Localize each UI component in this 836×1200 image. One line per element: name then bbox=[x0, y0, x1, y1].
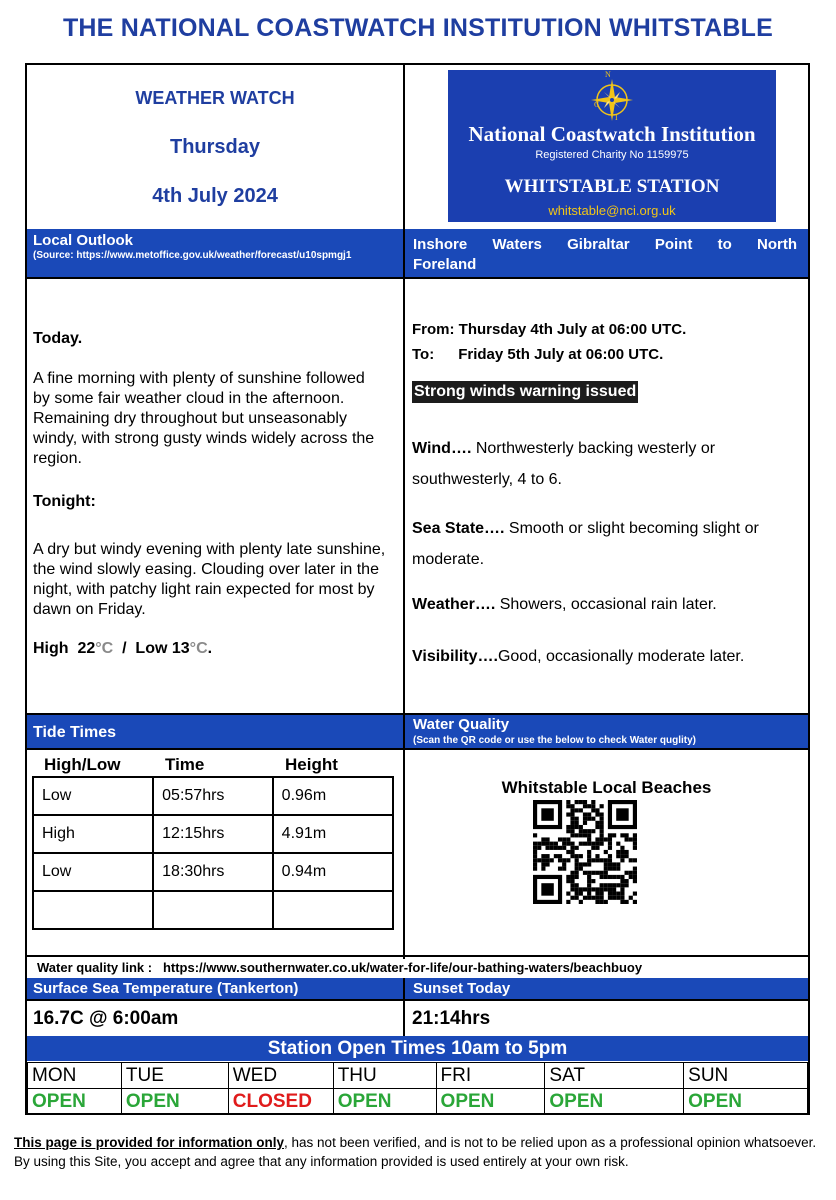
status-badge: OPEN bbox=[684, 1089, 808, 1115]
low-label: Low bbox=[135, 640, 168, 657]
table-row bbox=[33, 891, 393, 929]
station-days-table bbox=[27, 1062, 808, 1115]
local-outlook-heading: Local Outlook bbox=[33, 232, 134, 249]
from-value: Thursday 4th July at 06:00 UTC. bbox=[458, 321, 687, 338]
from-label: From: bbox=[412, 321, 455, 338]
sea-state-text: Smooth or slight becoming slight or moderate. bbox=[412, 520, 759, 568]
status-badge: OPEN bbox=[28, 1089, 122, 1115]
compass-letter-n: N bbox=[605, 70, 611, 79]
status-badge: OPEN bbox=[121, 1089, 228, 1115]
disclaimer bbox=[14, 1133, 822, 1171]
visibility-label: Visibility…. bbox=[412, 648, 498, 665]
water-quality-sub: (Scan the QR code or use the below to check Water quglity) bbox=[413, 735, 697, 746]
table-row bbox=[28, 1089, 808, 1115]
to-line bbox=[412, 346, 663, 363]
tide-cell bbox=[273, 891, 393, 929]
day-label: THU bbox=[333, 1063, 436, 1089]
tide-cell: Low bbox=[33, 777, 153, 815]
logo-charity: Registered Charity No 1159975 bbox=[535, 149, 689, 161]
temp-end: . bbox=[207, 640, 213, 657]
day-label: TUE bbox=[121, 1063, 228, 1089]
weather-watch-date: 4th July 2024 bbox=[152, 185, 278, 207]
status-badge: CLOSED bbox=[228, 1089, 333, 1115]
status-badge: OPEN bbox=[333, 1089, 436, 1115]
today-label: Today. bbox=[33, 330, 83, 347]
wind-text: Northwesterly backing westerly or southwesterly, 4 to 6. bbox=[412, 440, 716, 488]
local-outlook-band bbox=[27, 229, 403, 278]
disclaimer-text: , has not been verified, and is not to be relied upon as a professional opinion whatsoever. By using this Site, you accept and agree that any information provided is used entirely at your own risk. bbox=[14, 1135, 817, 1169]
tonight-text: A dry but windy evening with plenty late sunshine, the wind slowly easing. Clouding over later in the night, with patchy light rain expected for most by dawn on Friday. bbox=[33, 541, 386, 618]
sea-temp-band bbox=[27, 978, 403, 1000]
sea-temp-heading: Surface Sea Temperature (Tankerton) bbox=[33, 980, 299, 997]
logo-station: WHITSTABLE STATION bbox=[504, 176, 720, 197]
divider-line bbox=[25, 748, 810, 750]
tide-col-height: Height bbox=[285, 755, 338, 774]
inshore-band bbox=[405, 229, 808, 278]
wind-line bbox=[412, 433, 797, 495]
tide-times-band bbox=[27, 715, 403, 749]
sunset-band bbox=[405, 978, 808, 1000]
water-quality-link-row bbox=[37, 960, 642, 975]
divider-line bbox=[25, 955, 810, 957]
disclaimer-lead: This page is provided for information only bbox=[14, 1135, 285, 1150]
tide-cell: 18:30hrs bbox=[153, 853, 273, 891]
sea-state-line bbox=[412, 513, 797, 575]
day-label: MON bbox=[28, 1063, 122, 1089]
high-value: 22 bbox=[77, 640, 96, 657]
visibility-text: Good, occasionally moderate later. bbox=[497, 648, 745, 665]
table-row bbox=[28, 1063, 808, 1089]
tide-col-highlow: High/Low bbox=[44, 755, 121, 774]
degree-unit: °C bbox=[95, 640, 114, 657]
tide-cell: 12:15hrs bbox=[153, 815, 273, 853]
page-title: THE NATIONAL COASTWATCH INSTITUTION WHITSTABLE bbox=[62, 14, 774, 42]
water-quality-heading: Water Quality bbox=[413, 716, 510, 733]
degree-unit: °C bbox=[189, 640, 208, 657]
high-low-temps bbox=[33, 640, 212, 658]
table-row bbox=[33, 853, 393, 891]
wind-label: Wind…. bbox=[412, 440, 472, 457]
high-label: High bbox=[33, 640, 69, 657]
tide-cell: 4.91m bbox=[273, 815, 393, 853]
to-value: Friday 5th July at 06:00 UTC. bbox=[458, 346, 664, 363]
tide-col-time: Time bbox=[165, 755, 205, 774]
weather-watch-day: Thursday bbox=[169, 136, 261, 158]
compass-letter-c: C bbox=[594, 100, 600, 109]
divider-line bbox=[25, 277, 810, 279]
tide-table bbox=[32, 776, 394, 930]
tide-times-heading: Tide Times bbox=[33, 724, 116, 741]
status-badge: OPEN bbox=[436, 1089, 545, 1115]
table-row bbox=[33, 777, 393, 815]
compass-letter-i: I bbox=[615, 113, 618, 122]
logo-email: whitstable@nci.org.uk bbox=[548, 203, 676, 218]
divider-line bbox=[25, 999, 810, 1001]
water-quality-link[interactable]: https://www.southernwater.co.uk/water-for-life/our-bathing-waters/beachbuoy bbox=[162, 960, 643, 975]
station-times-band: Station Open Times 10am to 5pm bbox=[27, 1036, 808, 1061]
sunset-value: 21:14hrs bbox=[412, 1008, 491, 1029]
temp-separator: / bbox=[122, 640, 127, 657]
from-line bbox=[412, 321, 686, 338]
tide-cell: 0.96m bbox=[273, 777, 393, 815]
tide-cell: 05:57hrs bbox=[153, 777, 273, 815]
link-label: Water quality link : bbox=[37, 960, 153, 975]
tide-cell bbox=[33, 891, 153, 929]
tide-cell: 0.94m bbox=[273, 853, 393, 891]
weather-watch-label: WEATHER WATCH bbox=[135, 88, 295, 108]
water-quality-band bbox=[405, 715, 808, 749]
local-outlook-source: (Source: https://www.metoffice.gov.uk/weather/forecast/u10spmgj1 bbox=[33, 250, 352, 261]
low-value: 13 bbox=[171, 640, 190, 657]
weather-line bbox=[412, 596, 797, 614]
logo-name: National Coastwatch Institution bbox=[468, 122, 756, 146]
sea-state-label: Sea State…. bbox=[412, 520, 505, 537]
weather-text: Showers, occasional rain later. bbox=[495, 596, 717, 613]
tide-cell: Low bbox=[33, 853, 153, 891]
warning-badge: Strong winds warning issued bbox=[412, 381, 638, 403]
day-label: FRI bbox=[436, 1063, 545, 1089]
day-label: SUN bbox=[684, 1063, 808, 1089]
table-row bbox=[33, 815, 393, 853]
nci-logo bbox=[448, 70, 776, 222]
beaches-label: Whitstable Local Beaches bbox=[501, 778, 712, 797]
weather-label: Weather…. bbox=[412, 596, 496, 613]
sunset-heading: Sunset Today bbox=[413, 980, 511, 997]
status-badge: OPEN bbox=[545, 1089, 684, 1115]
day-label: WED bbox=[228, 1063, 333, 1089]
tonight-label: Tonight: bbox=[33, 493, 96, 510]
tide-cell: High bbox=[33, 815, 153, 853]
visibility-line bbox=[412, 648, 797, 666]
qr-code-icon[interactable] bbox=[533, 800, 637, 904]
compass-rose-icon bbox=[587, 73, 637, 125]
today-text: A fine morning with plenty of sunshine followed by some fair weather cloud in the afternoon. Remaining dry throughout but unseasonably windy, with strong gusty winds widely across the region. bbox=[33, 370, 375, 467]
tide-cell bbox=[153, 891, 273, 929]
to-label: To: bbox=[412, 346, 435, 363]
day-label: SAT bbox=[545, 1063, 684, 1089]
center-divider bbox=[403, 63, 405, 959]
sea-temp-value: 16.7C @ 6:00am bbox=[33, 1008, 179, 1029]
inshore-heading: Inshore Waters Gibraltar Point to North Foreland bbox=[413, 236, 797, 273]
